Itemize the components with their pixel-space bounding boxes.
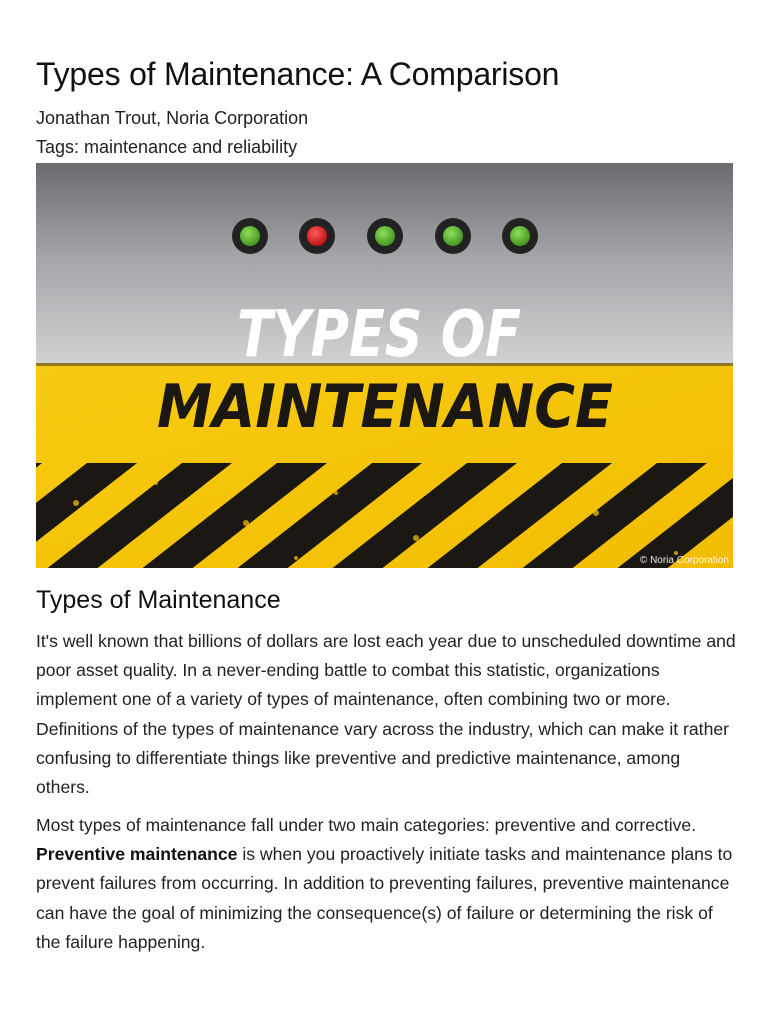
preventive-maintenance-term: Preventive maintenance (36, 844, 238, 865)
section-heading: Types of Maintenance (36, 586, 281, 614)
article-tags: Tags: maintenance and reliability (36, 137, 298, 157)
paragraph-1: It's well known that billions of dollars are lost each year due to unscheduled downtime and poor asset quality. In a never-ending battle to combat this statistic, organizations implement one of a variety of types of maintenance, often combining two or more. Definitions of the types of maintenance vary across the industry, which can make it rather confusing to differentiate things like preventive and predictive maintenance, among others. (36, 631, 736, 798)
paragraph-2-start: Most types of maintenance fall under two main categories: preventive and corrective. (36, 815, 697, 835)
light-red-icon (299, 218, 335, 254)
hero-image (36, 163, 733, 568)
paragraph-2-end: is when you proactively initiate tasks and maintenance plans to prevent failures from occurring. In addition to preventing failures, preventive maintenance can have the goal of minimizing the consequence(s) of failure or determining the risk of the failure happening. (36, 844, 733, 952)
light-green-3-icon (435, 218, 471, 254)
hero-copyright: © Noria Corporation (639, 555, 729, 566)
article-byline: Jonathan Trout, Noria Corporation (36, 108, 309, 128)
paragraph-2 (36, 811, 736, 957)
hero-heading-line2: MAINTENANCE (157, 372, 614, 442)
article-title: Types of Maintenance: A Comparison (36, 56, 560, 92)
hero-heading-line1: TYPES OF (237, 298, 521, 372)
light-green-2-icon (367, 218, 403, 254)
light-green-4-icon (502, 218, 538, 254)
light-green-1-icon (232, 218, 268, 254)
